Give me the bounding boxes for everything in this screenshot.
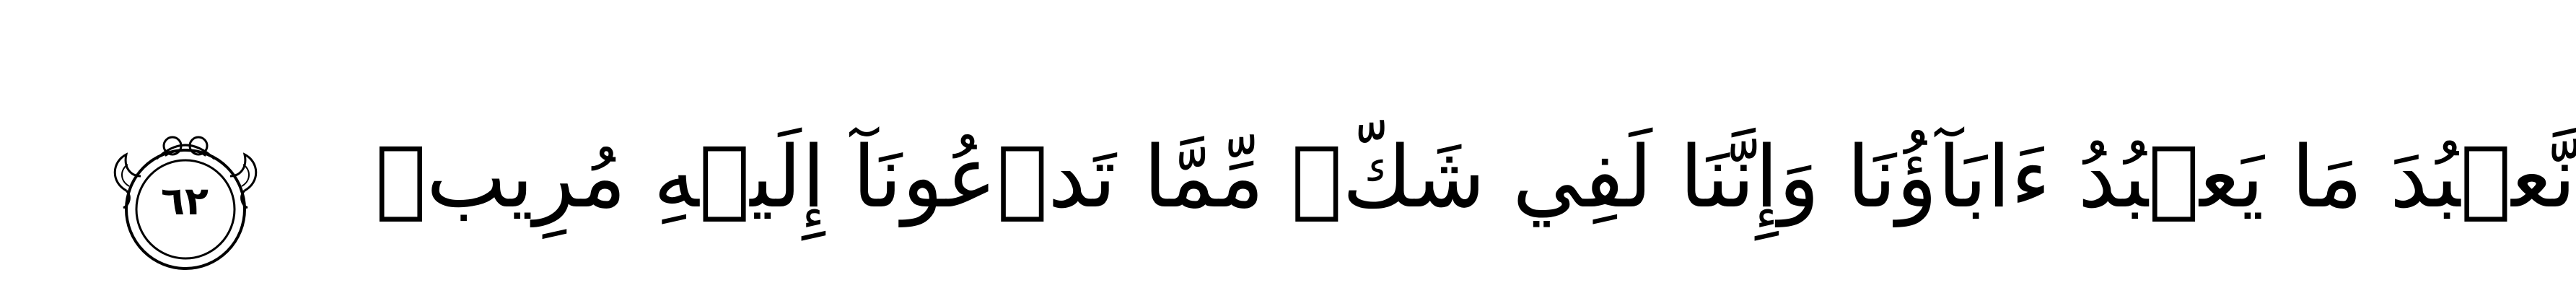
ayah-number: ٦٢ bbox=[161, 178, 209, 224]
verse-line bbox=[375, 69, 2576, 285]
verse-text: نَّعۡبُدَ مَا يَعۡبُدُ ءَابَآؤُنَا وَإِنَّنَا لَفِي شَكّٖ مِّمَّا تَدۡعُونَآ إِلَيۡهِ مُرِيبٖ bbox=[375, 127, 2576, 227]
ayah-end-marker bbox=[106, 81, 272, 297]
